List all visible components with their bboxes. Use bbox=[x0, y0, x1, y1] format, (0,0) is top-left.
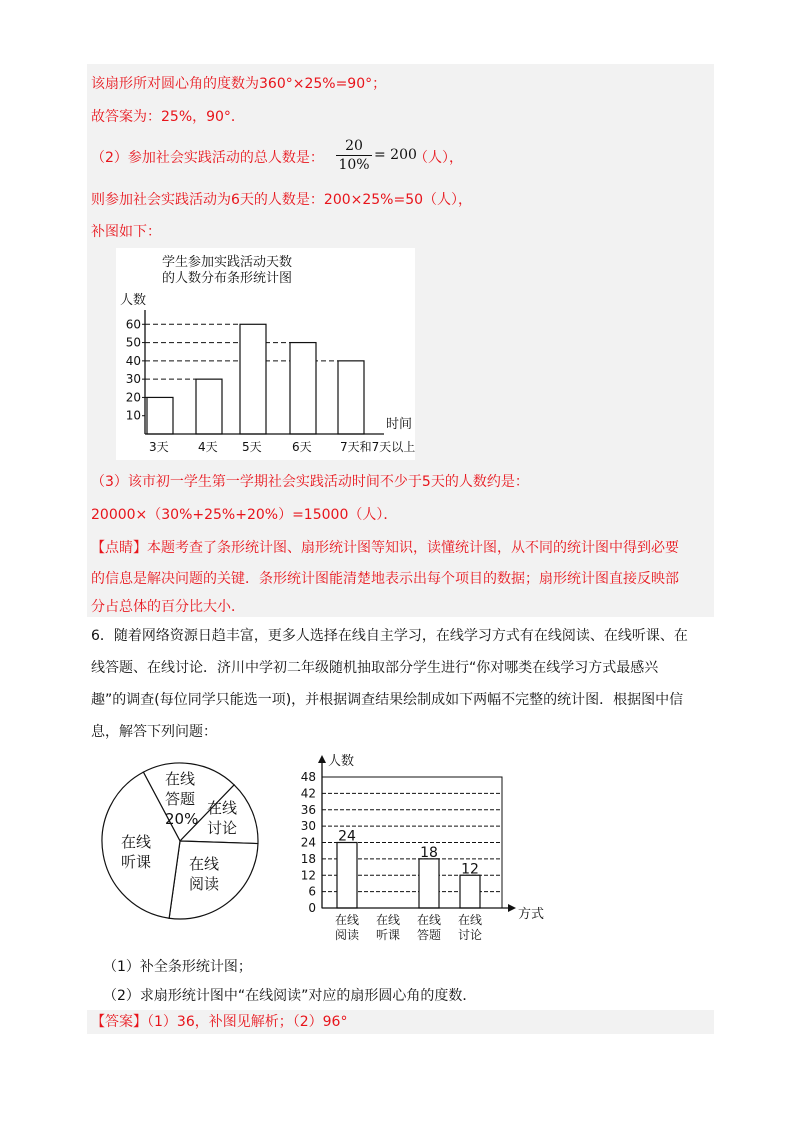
fraction-numerator: 20 bbox=[336, 137, 372, 156]
solution-line-4: 则参加社会实践活动为6天的人数是：200×25%=50（人）， bbox=[91, 192, 473, 208]
chart1-x-label: 6天 bbox=[292, 440, 312, 454]
solution-line-1: 该扇形所对圆心角的度数为360°×25%=90°； bbox=[91, 76, 387, 92]
chart1-y-tick-label: 60 bbox=[125, 317, 141, 332]
sub-question-2: （2）求扇形统计图中“在线阅读”对应的扇形圆心角的度数． bbox=[103, 988, 477, 1004]
answer-text: （1）36，补图见解析；（2）96° bbox=[147, 1014, 348, 1030]
chart2-x-label-top: 在线 bbox=[416, 913, 442, 927]
chart2-xlabel: 方式 bbox=[518, 907, 545, 922]
pie-label-answer-1: 在线 bbox=[165, 770, 196, 788]
chart1-title-1: 学生参加实践活动天数 bbox=[162, 255, 293, 270]
chart1-bar bbox=[338, 361, 364, 434]
comment-line-3: 分占总体的百分比大小． bbox=[91, 599, 245, 615]
chart2-y-tick-label: 30 bbox=[300, 819, 316, 834]
solution-line-3 bbox=[91, 148, 324, 168]
question-line-3: 趣”的调查(每位同学只能选一项)，并根据调查结果绘制成如下两幅不完整的统计图．根据图中信 bbox=[91, 692, 684, 708]
days-bar-chart bbox=[116, 248, 415, 460]
chart1-bar bbox=[240, 324, 266, 434]
chart1-bar bbox=[147, 397, 173, 434]
pie-label-discuss-2: 讨论 bbox=[207, 819, 238, 837]
chart1-x-label: 7天和7天以上 bbox=[340, 440, 415, 454]
chart1-xlabel: 时间 bbox=[386, 417, 413, 432]
chart1-y-tick-label: 50 bbox=[125, 335, 141, 350]
pie-label-listen-1: 在线 bbox=[121, 833, 152, 851]
chart2-value-label: 24 bbox=[338, 828, 356, 845]
chart2-y-tick-label: 12 bbox=[300, 868, 316, 883]
fraction bbox=[336, 137, 372, 174]
chart2-y-tick-label: 42 bbox=[300, 786, 316, 801]
chart2-y-tick-label: 48 bbox=[300, 770, 316, 784]
learning-pie-chart bbox=[94, 760, 266, 922]
chart2-value-label: 18 bbox=[420, 844, 438, 861]
chart1-x-label: 3天 bbox=[149, 440, 169, 454]
answer-tag: 【答案】 bbox=[91, 1014, 147, 1030]
fraction-result: = 200 bbox=[374, 147, 417, 163]
comment-tag: 【点睛】 bbox=[91, 540, 147, 556]
chart2-y-tick-label: 6 bbox=[308, 884, 316, 899]
chart2-x-label-bottom: 阅读 bbox=[334, 928, 360, 941]
chart2-bar bbox=[419, 859, 439, 908]
pie-label-listen-2: 听课 bbox=[121, 853, 152, 871]
chart1-y-tick-label: 30 bbox=[125, 372, 141, 387]
fraction-denominator: 10% bbox=[338, 157, 370, 173]
solution-line-2: 故答案为：25%，90°． bbox=[91, 109, 245, 125]
chart1-y-tick-label: 40 bbox=[125, 353, 141, 368]
method-bar-chart bbox=[296, 751, 552, 941]
chart2-y-arrow bbox=[318, 755, 326, 763]
pie-label-discuss-1: 在线 bbox=[207, 799, 238, 817]
chart2-y-tick-label: 36 bbox=[300, 802, 316, 817]
chart2-value-label: 12 bbox=[461, 861, 479, 878]
solution-line-5: 补图如下： bbox=[91, 224, 161, 240]
solution-line-3-prefix: （2）参加社会实践活动的总人数是： bbox=[91, 150, 324, 166]
answer-line bbox=[91, 1012, 347, 1032]
solution-line-3-suffix: （人）， bbox=[414, 150, 463, 166]
solution-line-6: （3）该市初一学生第一学期社会实践活动时间不少于5天的人数约是： bbox=[91, 474, 529, 490]
pie-label-answer-3: 20% bbox=[165, 810, 199, 828]
chart2-x-label-bottom: 听课 bbox=[375, 928, 401, 941]
chart2-x-label-top: 在线 bbox=[334, 913, 360, 927]
chart1-bar bbox=[196, 379, 222, 434]
question-line-2: 线答题、在线讨论．济川中学初二年级随机抽取部分学生进行“你对哪类在线学习方式最感兴 bbox=[91, 660, 659, 676]
chart1-y-tick-label: 10 bbox=[125, 408, 141, 423]
chart1-y-tick-label: 20 bbox=[125, 390, 141, 405]
chart2-bar bbox=[337, 843, 357, 909]
chart2-x-label-top: 在线 bbox=[375, 913, 401, 927]
sub-question-1: （1）补全条形统计图； bbox=[103, 959, 252, 975]
question-line-1: 6．随着网络资源日趋丰富，更多人选择在线自主学习，在线学习方式有在线阅读、在线听课、在 bbox=[91, 628, 688, 644]
chart2-y-tick-label: 24 bbox=[300, 835, 316, 850]
chart2-x-label-bottom: 答题 bbox=[416, 928, 442, 941]
chart2-x-label-top: 在线 bbox=[457, 913, 483, 927]
chart1-x-label: 5天 bbox=[242, 440, 262, 454]
chart1-bar bbox=[290, 343, 316, 434]
chart2-y-tick-label: 18 bbox=[300, 851, 316, 866]
chart2-x-label-bottom: 讨论 bbox=[457, 928, 483, 941]
pie-label-read-1: 在线 bbox=[189, 855, 220, 873]
pie-label-answer-2: 答题 bbox=[165, 790, 196, 808]
solution-line-7: 20000×（30%+25%+20%）=15000（人）． bbox=[91, 507, 398, 523]
comment-text-1: 本题考查了条形统计图、扇形统计图等知识，读懂统计图，从不同的统计图中得到必要 bbox=[147, 540, 679, 556]
chart2-bar bbox=[460, 875, 480, 908]
comment-line-1 bbox=[91, 538, 679, 558]
chart1-ylabel: 人数 bbox=[120, 293, 147, 308]
question-line-4: 息，解答下列问题： bbox=[91, 724, 217, 740]
chart2-x-arrow bbox=[508, 904, 516, 912]
chart2-y-tick-label: 0 bbox=[308, 901, 316, 915]
comment-line-2: 的信息是解决问题的关键．条形统计图能清楚地表示出每个项目的数据；扇形统计图直接反映部 bbox=[91, 571, 679, 587]
pie-label-read-2: 阅读 bbox=[189, 875, 220, 893]
chart1-title-2: 的人数分布条形统计图 bbox=[162, 271, 293, 286]
chart1-x-label: 4天 bbox=[198, 440, 218, 454]
chart2-ylabel: 人数 bbox=[328, 754, 355, 769]
